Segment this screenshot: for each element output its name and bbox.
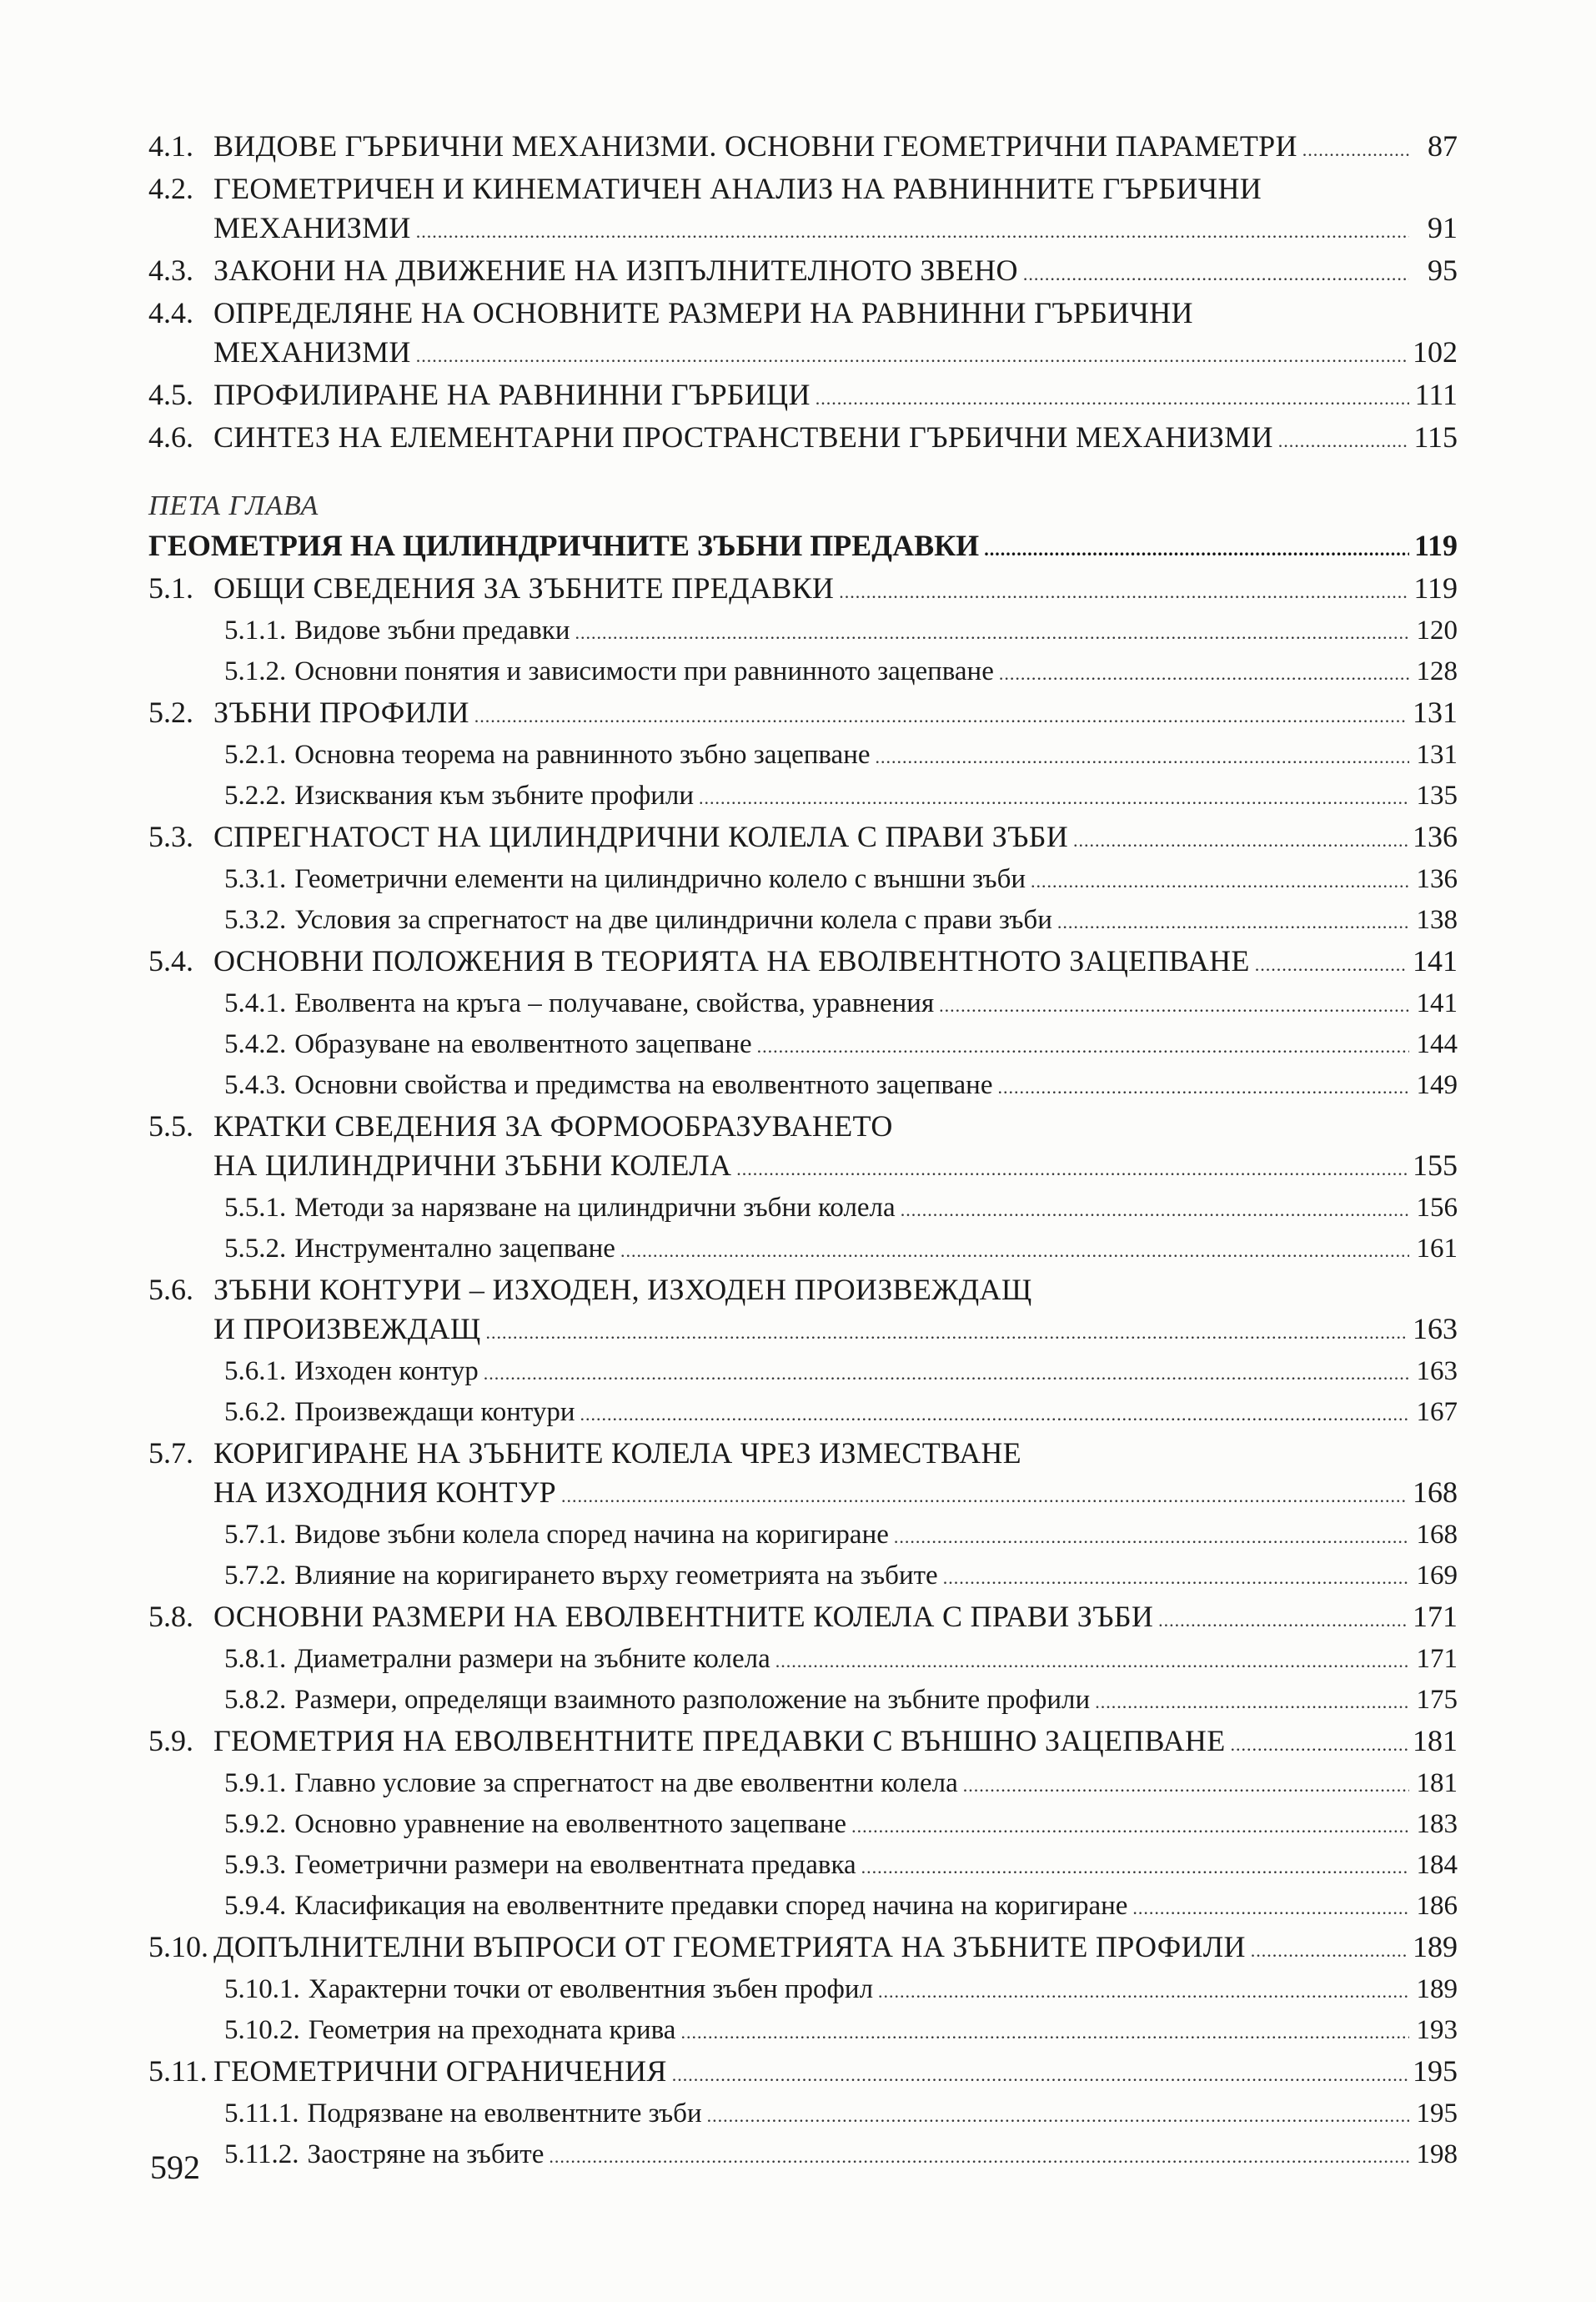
leader-dots	[1073, 821, 1408, 860]
toc-subentry	[148, 1846, 1458, 1887]
leader-dots	[580, 1395, 1409, 1434]
toc-subentry	[148, 984, 1458, 1025]
toc-entry	[148, 127, 1458, 169]
entry-title: КРАТКИ СВЕДЕНИЯ ЗА ФОРМООБРАЗУВАНЕТО	[213, 1109, 893, 1143]
entry-number: 5.11.	[148, 2054, 208, 2088]
toc-entry	[148, 418, 1458, 460]
leader-dots	[878, 1972, 1409, 2011]
entry-title: Методи за нарязване на цилиндрични зъбни колела	[294, 1193, 896, 1223]
entry-title: Условия за спрегнатост на две цилиндрични колела с прави зъби	[294, 905, 1052, 935]
toc-entry-continuation	[148, 1473, 1458, 1515]
leader-dots	[1057, 902, 1409, 942]
leader-dots	[736, 1149, 1408, 1189]
toc-subentry	[148, 1887, 1458, 1928]
entry-number: 5.4.	[148, 944, 193, 978]
entry-page: 87	[1428, 129, 1458, 163]
leader-dots	[549, 2137, 1409, 2176]
entry-title-line2: МЕХАНИЗМИ	[213, 211, 411, 244]
entry-page: 181	[1416, 1768, 1458, 1798]
entry-number: 4.5.	[148, 378, 193, 411]
entry-page: 128	[1416, 656, 1458, 686]
entry-number: 5.11.1.	[224, 2098, 299, 2129]
entry-number: 5.7.2.	[224, 1561, 287, 1591]
entry-number: 4.2.	[148, 172, 193, 205]
leader-dots	[707, 2096, 1409, 2135]
toc-subentry	[148, 1764, 1458, 1805]
entry-title: Произвеждащи контури	[294, 1397, 575, 1427]
entry-page: 193	[1416, 2015, 1458, 2045]
entry-page: 120	[1416, 616, 1458, 646]
entry-page: 186	[1416, 1891, 1458, 1921]
entry-title-line2: НА ЦИЛИНДРИЧНИ ЗЪБНИ КОЛЕЛА	[213, 1148, 732, 1182]
toc-entry-continuation	[148, 1309, 1458, 1352]
leader-dots	[1095, 1682, 1409, 1721]
toc-entry	[148, 1928, 1458, 1970]
entry-number: 5.1.2.	[224, 656, 287, 686]
toc-subentry	[148, 1352, 1458, 1393]
entry-number: 5.3.1.	[224, 864, 287, 894]
entry-number: 4.3.	[148, 254, 193, 287]
entry-title: Влияние на коригирането върху геометрията на зъбите	[294, 1561, 938, 1591]
toc-section-4	[148, 127, 1458, 460]
entry-title: ЗАКОНИ НА ДВИЖЕНИЕ НА ИЗПЪЛНИТЕЛНОТО ЗВЕНО	[213, 254, 1018, 287]
leader-dots	[486, 1313, 1408, 1352]
leader-dots	[901, 1190, 1409, 1229]
leader-dots	[474, 696, 1408, 736]
entry-title: Геометрия на преходната крива	[308, 2015, 676, 2045]
chapter-label: ПЕТА ГЛАВА	[148, 490, 319, 521]
toc-section-5	[148, 569, 1458, 2176]
entry-number: 5.4.2.	[224, 1029, 287, 1059]
leader-dots	[1158, 1601, 1408, 1640]
toc-entry	[148, 693, 1458, 736]
entry-title: Диаметрални размери на зъбните колела	[294, 1644, 770, 1674]
entry-page: 195	[1416, 2098, 1458, 2129]
chapter-title: ГЕОМЕТРИЯ НА ЦИЛИНДРИЧНИТЕ ЗЪБНИ ПРЕДАВКИ	[148, 529, 980, 562]
toc-entry	[148, 569, 1458, 611]
entry-number: 5.9.4.	[224, 1891, 287, 1921]
entry-page: 198	[1416, 2139, 1458, 2169]
entry-title: Основно уравнение на еволвентното зацепване	[294, 1809, 847, 1839]
toc-subentry	[148, 736, 1458, 777]
entry-title: Геометрични елементи на цилиндрично колело с външни зъби	[294, 864, 1026, 894]
leader-dots	[894, 1517, 1409, 1556]
toc-subentry	[148, 652, 1458, 693]
entry-number: 5.5.1.	[224, 1193, 287, 1223]
leader-dots	[963, 1766, 1409, 1805]
entry-title-line2: И ПРОИЗВЕЖДАЩ	[213, 1312, 481, 1345]
entry-title: Еволвента на кръга – получаване, свойства, уравнения	[294, 988, 935, 1018]
entry-number: 5.9.2.	[224, 1809, 287, 1839]
entry-title: Размери, определящи взаимното разположение на зъбните профили	[294, 1685, 1091, 1715]
leader-dots	[757, 1027, 1409, 1066]
entry-title: Видове зъбни предавки	[294, 616, 570, 646]
leader-dots	[1302, 130, 1409, 169]
entry-page: 168	[1416, 1520, 1458, 1550]
entry-number: 5.2.1.	[224, 740, 287, 770]
leader-dots	[999, 654, 1409, 693]
leader-dots	[1230, 1725, 1408, 1764]
entry-title: ЗЪБНИ КОНТУРИ – ИЗХОДЕН, ИЗХОДЕН ПРОИЗВЕЖДАЩ	[213, 1273, 1032, 1306]
toc-entry	[148, 251, 1458, 294]
toc-subentry	[148, 860, 1458, 901]
leader-dots	[775, 1641, 1409, 1681]
entry-number: 5.7.1.	[224, 1520, 287, 1550]
entry-page: 141	[1416, 988, 1458, 1018]
toc-entry	[148, 1107, 1458, 1146]
toc-entry	[148, 942, 1458, 984]
entry-number: 5.9.3.	[224, 1850, 287, 1880]
entry-title: ЗЪБНИ ПРОФИЛИ	[213, 696, 469, 729]
entry-title: ОБЩИ СВЕДЕНИЯ ЗА ЗЪБНИТЕ ПРЕДАВКИ	[213, 571, 835, 605]
entry-page: 171	[1416, 1644, 1458, 1674]
entry-page: 149	[1416, 1070, 1458, 1100]
entry-number: 5.4.3.	[224, 1070, 287, 1100]
entry-page: 141	[1413, 944, 1458, 978]
entry-title: ГЕОМЕТРИЧНИ ОГРАНИЧЕНИЯ	[213, 2054, 667, 2088]
toc-entry	[148, 1597, 1458, 1640]
entry-title: Основна теорема на равнинното зъбно зацепване	[294, 740, 871, 770]
toc-subentry	[148, 1189, 1458, 1229]
chapter-page: 119	[1413, 529, 1458, 562]
toc-subentry	[148, 1681, 1458, 1721]
toc-subentry	[148, 1556, 1458, 1597]
entry-title-line2: МЕХАНИЗМИ	[213, 335, 411, 369]
leader-dots	[699, 778, 1409, 817]
entry-page: 138	[1416, 905, 1458, 935]
entry-number: 5.9.	[148, 1724, 193, 1757]
entry-number: 5.8.	[148, 1600, 193, 1633]
page-number: 592	[150, 2149, 200, 2186]
entry-title: Класификация на еволвентните предавки според начина на коригиране	[294, 1891, 1128, 1921]
toc-entry-continuation	[148, 1146, 1458, 1189]
entry-number: 5.10.1.	[224, 1974, 300, 2004]
leader-dots	[997, 1068, 1409, 1107]
entry-number: 5.3.2.	[224, 905, 287, 935]
entry-title: Изисквания към зъбните профили	[294, 781, 695, 811]
toc-subentry	[148, 2011, 1458, 2052]
entry-page: 115	[1413, 420, 1458, 454]
toc-subentry	[148, 1515, 1458, 1556]
toc-subentry	[148, 777, 1458, 817]
toc-subentry	[148, 1805, 1458, 1846]
entry-page: 144	[1416, 1029, 1458, 1059]
leader-dots	[620, 1231, 1409, 1270]
entry-number: 4.6.	[148, 420, 193, 454]
entry-page: 91	[1428, 211, 1458, 244]
toc-subentry	[148, 1393, 1458, 1434]
toc-entry	[148, 169, 1458, 209]
entry-number: 5.11.2.	[224, 2139, 299, 2169]
entry-title: Заостряне на зъбите	[307, 2139, 545, 2169]
entry-title: ВИДОВЕ ГЪРБИЧНИ МЕХАНИЗМИ. ОСНОВНИ ГЕОМЕТРИЧНИ ПАРАМЕТРИ	[213, 129, 1297, 163]
entry-page: 183	[1416, 1809, 1458, 1839]
leader-dots	[939, 986, 1409, 1025]
entry-title: ДОПЪЛНИТЕЛНИ ВЪПРОСИ ОТ ГЕОМЕТРИЯТА НА ЗЪБНИТЕ ПРОФИЛИ	[213, 1930, 1246, 1963]
leader-dots	[680, 2013, 1409, 2052]
leader-dots	[416, 336, 1408, 375]
entry-title: Характерни точки от еволвентния зъбен профил	[308, 1974, 874, 2004]
entry-number: 5.2.	[148, 696, 193, 729]
entry-title: Изходен контур	[294, 1356, 479, 1386]
entry-number: 5.7.	[148, 1436, 193, 1470]
toc-subentry	[148, 2135, 1458, 2176]
leader-dots	[416, 212, 1409, 251]
entry-page: 161	[1416, 1234, 1458, 1264]
leader-dots	[1031, 862, 1409, 901]
entry-number: 5.8.2.	[224, 1685, 287, 1715]
toc-entry-continuation	[148, 209, 1458, 251]
entry-page: 168	[1413, 1475, 1458, 1509]
entry-number: 5.9.1.	[224, 1768, 287, 1798]
entry-page: 175	[1416, 1685, 1458, 1715]
entry-number: 5.5.2.	[224, 1234, 287, 1264]
toc-subentry	[148, 1066, 1458, 1107]
entry-number: 5.8.1.	[224, 1644, 287, 1674]
entry-title: КОРИГИРАНЕ НА ЗЪБНИТЕ КОЛЕЛА ЧРЕЗ ИЗМЕСТВАНЕ	[213, 1436, 1021, 1470]
toc-subentry	[148, 1229, 1458, 1270]
leader-dots	[1255, 945, 1408, 984]
entry-title: Основни понятия и зависимости при равнинното зацепване	[294, 656, 994, 686]
toc-entry	[148, 1270, 1458, 1309]
entry-title: ОСНОВНИ РАЗМЕРИ НА ЕВОЛВЕНТНИТЕ КОЛЕЛА С ПРАВИ ЗЪБИ	[213, 1600, 1154, 1633]
entry-page: 136	[1413, 820, 1458, 853]
toc-entry	[148, 817, 1458, 860]
leader-dots	[943, 1558, 1409, 1597]
entry-title: Главно условие за спрегнатост на две еволвентни колела	[294, 1768, 958, 1798]
chapter-title-row	[148, 526, 1458, 569]
leader-dots	[1023, 254, 1409, 294]
entry-page: 135	[1416, 781, 1458, 811]
entry-page: 111	[1414, 378, 1458, 411]
entry-title: ОСНОВНИ ПОЛОЖЕНИЯ В ТЕОРИЯТА НА ЕВОЛВЕНТНОТО ЗАЦЕПВАНЕ	[213, 944, 1250, 978]
leader-dots	[1132, 1888, 1409, 1928]
toc-subentry	[148, 1640, 1458, 1681]
entry-page: 167	[1416, 1397, 1458, 1427]
entry-title-line2: НА ИЗХОДНИЯ КОНТУР	[213, 1475, 556, 1509]
entry-number: 5.6.	[148, 1273, 193, 1306]
leader-dots	[839, 572, 1408, 611]
entry-page: 131	[1413, 696, 1458, 729]
entry-number: 4.1.	[148, 129, 193, 163]
toc-entry	[148, 1721, 1458, 1764]
entry-title: ПРОФИЛИРАНЕ НА РАВНИННИ ГЪРБИЦИ	[213, 378, 811, 411]
entry-title: ГЕОМЕТРИЯ НА ЕВОЛВЕНТНИТЕ ПРЕДАВКИ С ВЪНШНО ЗАЦЕПВАНЕ	[213, 1724, 1226, 1757]
entry-page: 155	[1413, 1148, 1458, 1182]
entry-number: 5.4.1.	[224, 988, 287, 1018]
entry-page: 195	[1413, 2054, 1458, 2088]
entry-title: ГЕОМЕТРИЧЕН И КИНЕМАТИЧЕН АНАЛИЗ НА РАВНИННИТЕ ГЪРБИЧНИ	[213, 172, 1262, 205]
entry-page: 119	[1413, 571, 1458, 605]
entry-title: Видове зъбни колела според начина на коригиране	[294, 1520, 889, 1550]
entry-title: Инструментално зацепване	[294, 1234, 615, 1264]
entry-page: 95	[1428, 254, 1458, 287]
leader-dots	[484, 1354, 1409, 1393]
leader-dots	[816, 379, 1409, 418]
leader-dots	[672, 2055, 1408, 2094]
toc-entry	[148, 1434, 1458, 1473]
leader-dots	[876, 737, 1409, 777]
entry-number: 5.6.1.	[224, 1356, 287, 1386]
leader-dots	[1278, 421, 1409, 460]
entry-number: 5.6.2.	[224, 1397, 287, 1427]
entry-number: 5.10.	[148, 1930, 208, 1963]
entry-title: Геометрични размери на еволвентната предавка	[294, 1850, 856, 1880]
entry-number: 5.1.	[148, 571, 193, 605]
entry-page: 163	[1416, 1356, 1458, 1386]
entry-page: 131	[1416, 740, 1458, 770]
entry-page: 184	[1416, 1850, 1458, 1880]
entry-page: 156	[1416, 1193, 1458, 1223]
leader-dots	[861, 1847, 1409, 1887]
entry-number: 5.2.2.	[224, 781, 287, 811]
entry-page: 189	[1413, 1930, 1458, 1963]
toc-chapter-5	[148, 486, 1458, 2176]
entry-page: 189	[1416, 1974, 1458, 2004]
entry-page: 102	[1413, 335, 1458, 369]
toc-entry	[148, 375, 1458, 418]
entry-number: 5.3.	[148, 820, 193, 853]
toc-entry-continuation	[148, 333, 1458, 375]
entry-title: Подрязване на еволвентните зъби	[307, 2098, 702, 2129]
leader-dots	[561, 1476, 1408, 1515]
entry-page: 171	[1413, 1600, 1458, 1633]
toc-subentry	[148, 1025, 1458, 1066]
toc-subentry	[148, 901, 1458, 942]
entry-page: 136	[1416, 864, 1458, 894]
leader-dots	[984, 530, 1409, 569]
entry-number: 5.10.2.	[224, 2015, 300, 2045]
toc-entry	[148, 294, 1458, 333]
entry-page: 181	[1413, 1724, 1458, 1757]
leader-dots	[575, 613, 1409, 652]
toc-subentry	[148, 611, 1458, 652]
entry-number: 4.4.	[148, 296, 193, 329]
toc-subentry	[148, 2094, 1458, 2135]
entry-title: СИНТЕЗ НА ЕЛЕМЕНТАРНИ ПРОСТРАНСТВЕНИ ГЪРБИЧНИ МЕХАНИЗМИ	[213, 420, 1273, 454]
leader-dots	[851, 1807, 1409, 1846]
entry-number: 5.1.1.	[224, 616, 287, 646]
toc-entry	[148, 2052, 1458, 2094]
toc-subentry	[148, 1970, 1458, 2011]
leader-dots	[1251, 1931, 1408, 1970]
entry-title: Основни свойства и предимства на еволвентното зацепване	[294, 1070, 993, 1100]
entry-title: ОПРЕДЕЛЯНЕ НА ОСНОВНИТЕ РАЗМЕРИ НА РАВНИННИ ГЪРБИЧНИ	[213, 296, 1193, 329]
entry-number: 5.5.	[148, 1109, 193, 1143]
entry-page: 163	[1413, 1312, 1458, 1345]
entry-title: СПРЕГНАТОСТ НА ЦИЛИНДРИЧНИ КОЛЕЛА С ПРАВИ ЗЪБИ	[213, 820, 1069, 853]
entry-page: 169	[1416, 1561, 1458, 1591]
entry-title: Образуване на еволвентното зацепване	[294, 1029, 752, 1059]
